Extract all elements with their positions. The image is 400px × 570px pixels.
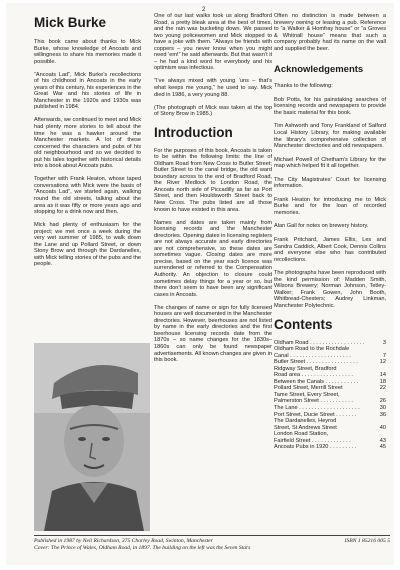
list-item: Between the Canals . . . . . . . . . . . 18 xyxy=(274,378,386,385)
cover-caption: Cover: The Prince of Wales, Oldham Road, in 1897. The building on the left was the Seven Stars xyxy=(34,544,251,551)
list-item: Pollard Street, Merrill Street 22 xyxy=(274,385,386,392)
column-left xyxy=(34,13,141,274)
contents-list xyxy=(274,340,386,451)
list-item: Palmerston Street . . . . . . . . . . . 26 xyxy=(274,398,386,405)
list-item: Oldham Road to the Rochdale xyxy=(274,346,350,353)
portrait-photo-icon xyxy=(34,343,150,531)
list-item: Butler Street . . . . . . . . . . . . . . . . . 12 xyxy=(274,359,386,366)
paragraph: For the purposes of this book, Ancoats is taken to be within the following limits: the line of Oldham Road from New Cross to Butler Street; Butler Street to the canal bridge, the old ward boundary across to the end of Bradford Road, the River Medlock to London Road, the Ancoats north side of Piccadilly as far as Port Street, and then Houldsworth Street back to New Cross. The pubs listed are all those known to have existed in this area. xyxy=(154,147,272,213)
list-item: Oldham Road . . . . . . . . . . . . . . . . . . 3 xyxy=(274,339,386,346)
paragraph: “Ancoats Lad”, Mick Burke’s recollections of his childhood in Ancoats in the early years of this century, his experiences in the Great War and his stories of life in Manchester in the 1920s and 1930s was published in 1984. xyxy=(34,71,141,111)
portrait-illustration xyxy=(34,343,150,531)
list-item: The Lane . . . . . . . . . . . . . . . . . . . . 30 xyxy=(274,404,386,411)
paragraph: Alan Gall for notes on brewery history. xyxy=(274,223,369,230)
isbn: ISBN 1 85216 005 5 xyxy=(344,538,390,544)
paragraph: The City Magistrates’ Court for licensing information. xyxy=(274,176,386,190)
paragraph: This book came about thanks to Mick Burke, whose knowledge of Ancoats and willingness to share his memories made it possible. xyxy=(34,39,141,65)
section-heading-contents: Contents xyxy=(274,316,333,332)
page-title: Mick Burke xyxy=(34,15,107,30)
column-right xyxy=(274,13,386,451)
section-heading-introduction: Introduction xyxy=(154,124,233,140)
publisher-line: Published in 1987 by Neil Richardson, 375 Chorley Road, Swinton, Manchester xyxy=(34,538,213,544)
paragraph: “I’ve always mixed with young ‘uns – that’s what keeps me young,” he used to say. Mick died in 1986, a very young 88. xyxy=(154,78,272,98)
paragraph: Frank Heaton for introducing me to Mick Burke and for the loan of recorded memories. xyxy=(274,196,386,216)
column-middle xyxy=(154,13,272,370)
page xyxy=(6,3,394,565)
paragraph: Thanks to the following: xyxy=(274,83,333,90)
paragraph: Tim Ashworth and Tony Frankland of Salford Local History Library, for making available the library’s comprehensive collection of Manchester directories and old newspapers. xyxy=(274,123,386,150)
paragraph: Mick had plenty of enthusiasm for the project; we met once a week during the very wet summer of 1985, to walk down the Lane and up Pollard Street, or down Stony Brow and through the Dardanelles, with Mick telling stories of the pubs and the people. xyxy=(34,222,141,268)
list-item: Fairfield Street . . . . . . . . . . . . . 43 xyxy=(274,437,386,444)
photo-caption: (The photograph of Mick was taken at the top of Stony Brow in 1985.) xyxy=(154,104,272,118)
paragraph: Afterwards, we continued to meet and Mick had plenty more stories to tell about the time he was a hawker around the Manchester markets. A lot of these concerned the characters and pubs of his old neighbourhood and so we decided to put his tales together with historical details into a book about Ancoats pubs. xyxy=(34,117,141,170)
list-item: London Road Station, xyxy=(274,431,329,438)
paragraph: Michael Powell of Chetham’s Library for the map which helped fit it all together. xyxy=(274,156,386,170)
paragraph: The changes of name or sign for fully licensed houses are well documented in the Manchester directories. However, beerhouses are not listed by name in the early directories and the first beerhouse licensing records date from the 1870s – so name changes for the 1830s–1860s can only be found newspaper advertisements. All known changes are given in this book. xyxy=(154,304,272,364)
paragraph: Names and dates are taken mainly from licensing records and the Manchester directories. Opening dates in licensing registers are not always accurate and early directories are not comprehensive, so these dates are sometimes vague. Closing dates are more precise, based on the year each licence was surrendered or referred to the Compensation Authority. An objection to closure could sometimes delay things for a year or so, but there don’t seem to have been any significant cases in Ancoats. xyxy=(154,219,272,298)
list-item: Tame Street, Every Street, xyxy=(274,391,340,398)
paragraph: The photographs have been reproduced with the kind permission of: Madden Smith, Wilsons Brewery; Norman Johnson, Tetley-Walker; Frank Gowen, John Booth, Whitbread-Chesters; Audrey Linkman, Manchester Polytechnic. xyxy=(274,270,386,309)
paragraph: Together with Frank Heaton, whose taped conversations with Mick were the basis of “Ancoats Lad”, we started again, walking round the old streets, talking about the area as it was fifty or more years ago and stopping for a drink now and then. xyxy=(34,176,141,216)
list-item: Port Street, Ducie Street . . . . . . . 36 xyxy=(274,411,386,418)
list-item: Road area . . . . . . . . . . . . . . . . . 14 xyxy=(274,372,386,379)
section-heading-acknowledgements: Acknowledgements xyxy=(274,64,364,76)
paragraph: Often no distinction is made between a brewery owning or leasing a pub. Reference to “a Walker & Homfray house” or “a Groves & Whitnall house” means that such a company probably had its name on the wall and supplied the beer. xyxy=(274,13,386,52)
colophon xyxy=(34,535,390,551)
paragraph: Bob Potts, for his painstaking searches of licensing records and newspapers to provide the basic material for this book. xyxy=(274,96,386,116)
paragraph: Frank Pritchard, James Ellis, Les and Sandra Caddick, Albert Cook, Dennis Collins and everyone else who has contributed recollections. xyxy=(274,237,386,263)
list-item: Ancoats Pubs in 1920 . . . . . . . . . 45 xyxy=(274,444,386,451)
list-item: The Dardanelles, Heyrod xyxy=(274,418,337,425)
list-item: Ridgway Street, Bradford xyxy=(274,365,337,372)
list-item: Canal . . . . . . . . . . . . . . . . . . . . 7 xyxy=(274,352,386,359)
page-number: 2 xyxy=(202,7,206,13)
paragraph: One of our last walks took us along Bradford Road, a pretty bleak area at the best of times, and the rain was bucketing down. We passed two young policewomen and Mick stopped to have a joke with them. “Always be friends with coppers – you never know when you might need ’em!” he said afterwards. But that wasn’t it – he had a kind word for everybody and his optimism was infectious. xyxy=(154,13,272,72)
list-item: Street, St Andrews Street 40 xyxy=(274,424,386,431)
